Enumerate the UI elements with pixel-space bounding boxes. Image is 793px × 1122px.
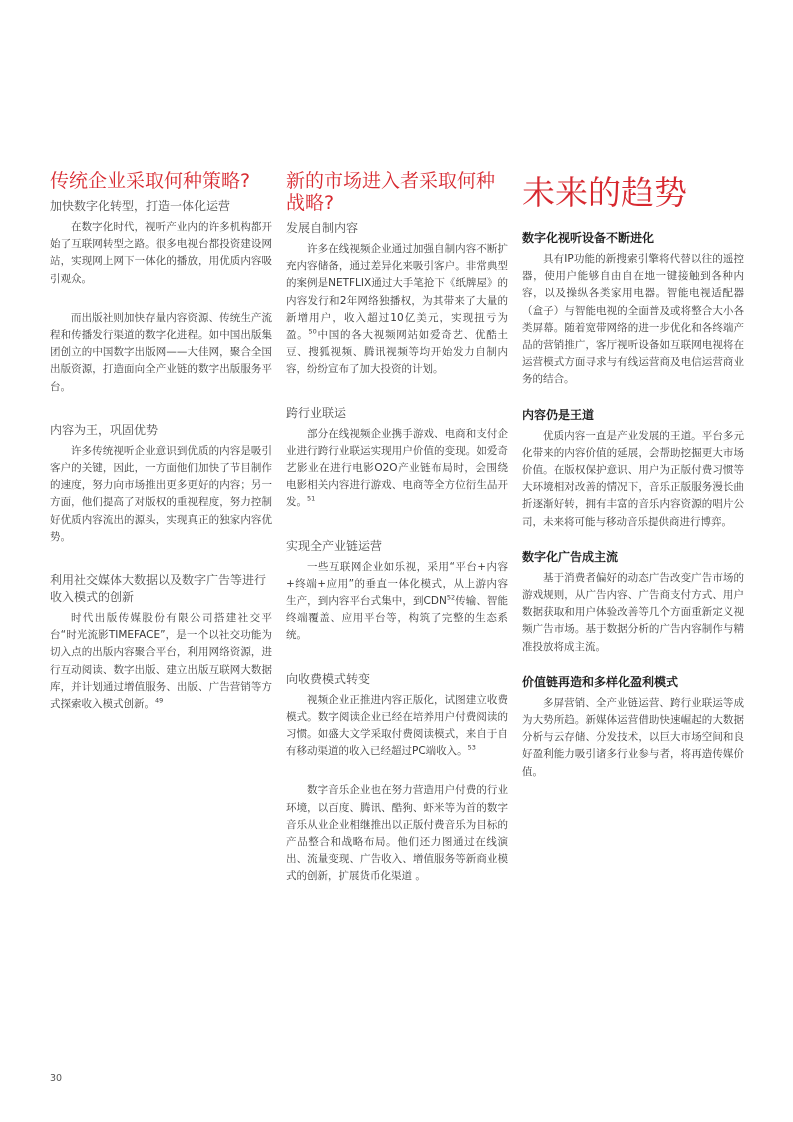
footnote-ref-53: 53 bbox=[467, 743, 476, 752]
paragraph-dynamic-ads: 基于消费者偏好的动态广告改变广告市场的游戏规则，从广告内容、广告商支付方式、用户数据获取和用户体验改善等几个方面重新定义视频广告市场。基于数据分析的广告内容制作与精准投放将成主流。 bbox=[522, 571, 744, 653]
paragraph-quality-platform: 优质内容一直是产业发展的王道。平台多元化带来的内容价值的延展，会帮助挖掘更大市场价值。在版权保护意识、用户为正版付费习惯等大环境相对改善的情况下，音乐正版服务漫长曲折逐渐好转，拥有丰富的音乐内容资源的唱片公司，未来将可能与移动音乐提供商进行博弈。 bbox=[522, 429, 744, 528]
heading-traditional-strategy: 传统企业采取何种策略? bbox=[50, 170, 251, 192]
column-3 bbox=[522, 170, 744, 781]
footnote-ref-50: 50 bbox=[308, 327, 317, 336]
paragraph-quality-content: 许多传统视听企业意识到优质的内容是吸引客户的关键，因此，一方面他们加快了节目制作的速度，努力向市场推出更多更好的内容；另一方面，他们提高了对版权的重视程度，努力控制好优质内容流出的源头，实现真正的独家内容优势。 bbox=[50, 444, 272, 543]
paragraph-timeface bbox=[50, 610, 272, 713]
paragraph-letv-text-b: 传输、智能终端覆盖、应用平台等，构筑了完整的生态系统。 bbox=[286, 595, 508, 642]
footnote-ref-52: 52 bbox=[446, 593, 456, 602]
paragraph-letv-text-a: 一些互联网企业如乐视，采用“平台+内容+终端+应用”的垂直一体化模式，从上游内容生产，到内容平台式集中，到CDN bbox=[286, 560, 508, 608]
paragraph-paid-reading-text: 视频企业正推进内容正版化，试图建立收费模式。数字阅读企业已经在培养用户付费阅读的习惯。如盛大文学采取付费阅读模式，来自于自有移动渠道的收入已经超过PC端收入。 bbox=[286, 693, 508, 758]
subheading-paid-model: 向收费模式转变 bbox=[286, 671, 371, 686]
heading-future-trends: 未来的趋势 bbox=[522, 173, 687, 212]
paragraph-iqiyi-o2o bbox=[286, 426, 508, 512]
paragraph-tv-internet: 在数字化时代，视听产业内的许多机构都开始了互联网转型之路。很多电视台都投资建设网站，实现网上网下一体化的播放，用优质内容吸引观众。 bbox=[50, 221, 272, 285]
footnote-ref-51: 51 bbox=[307, 494, 316, 503]
subheading-av-devices: 数字化视听设备不断进化 bbox=[522, 231, 655, 245]
paragraph-iqiyi-o2o-text: 部分在线视频企业携手游戏、电商和支付企业进行跨行业联运实现用户价值的变现。如爱奇艺影业在进行电影O2O产业链布局时，会围绕电影相关内容进行游戏、电商等全方位衍生品开发。 bbox=[286, 427, 508, 509]
paragraph-paid-reading bbox=[286, 692, 508, 761]
paragraph-netflix-text-a: 许多在线视频企业通过加强自制内容不断扩充内容储备，通过差异化来吸引客户。非常典型的案例是NETFLIX通过大手笔抢下《纸牌屋》的内容发行和2年网络独播权，为其带来了大量的新增用户，收入超过10亿美元，实现扭亏为盈。 bbox=[286, 243, 508, 342]
paragraph-timeface-text: 时代出版传媒股份有限公司搭建社交平台“时光流影TIMEFACE”，是一个以社交功能为切入点的出版内容聚合平台，利用网络资源，进行互动阅读、数字出版、建立出版互联网大数据库，并计划通过增值服务、出版、广告营销等方式探索收入模式创新。 bbox=[50, 612, 272, 711]
subheading-content-king: 内容为王，巩固优势 bbox=[50, 422, 159, 437]
subheading-content-still-king: 内容仍是王道 bbox=[522, 407, 595, 422]
page-number: 30 bbox=[50, 1073, 63, 1084]
subheading-digital-transform: 加快数字化转型，打造一体化运营 bbox=[50, 199, 231, 213]
subheading-self-made: 发展自制内容 bbox=[286, 221, 359, 235]
paragraph-publishing-digital: 而出版社则加快存量内容资源、传统生产流程和传播发行渠道的数字化进程。如中国出版集团创立的中国数字出版网——大佳网，聚合全国出版资源，打造面向全产业链的数字出版服务平台。 bbox=[50, 311, 272, 393]
subheading-value-chain: 价值链再造和多样化盈利模式 bbox=[522, 674, 679, 689]
subheading-social-bigdata: 利用社交媒体大数据以及数字广告等进行收入模式的创新 bbox=[50, 573, 267, 605]
paragraph-netflix-text-b: 中国的各大视频网站如爱奇艺、优酷土豆、搜狐视频、腾讯视频等均开始发力自制内容，纷纷宣布了加大投资的计划。 bbox=[286, 329, 509, 376]
heading-new-entrants: 新的市场进入者采取何种战略? bbox=[286, 170, 496, 214]
subheading-cross-industry: 跨行业联运 bbox=[286, 405, 347, 420]
subheading-digital-ads: 数字化广告成主流 bbox=[522, 549, 619, 564]
paragraph-multiscreen: 多屏营销、全产业链运营、跨行业联运等成为大势所趋。新媒体运营借助快速崛起的大数据分析与云存储、分发技术，以巨大市场空间和良好盈利能力吸引诸多行业参与者，将再造传媒价值。 bbox=[522, 696, 744, 778]
footnote-ref-49: 49 bbox=[155, 696, 164, 705]
column-1 bbox=[50, 170, 272, 713]
paragraph-netflix bbox=[286, 241, 508, 379]
paragraph-digital-music: 数字音乐企业也在努力营造用户付费的行业环境，以百度、腾讯、酷狗、虾米等为首的数字音乐从业企业相继推出以正版付费音乐为目标的产品整合和战略布局。他们还力图通过在线演出、流量变现、广告收入、增值服务等新商业模式的创新，扩展货币化渠道 。 bbox=[286, 784, 508, 883]
subheading-full-chain: 实现全产业链运营 bbox=[286, 538, 383, 553]
column-2 bbox=[286, 170, 508, 886]
paragraph-ip-search: 具有IP功能的新搜索引擎将代替以往的遥控器，使用户能够自由自在地一键接触到各种内容，以及操纵各类家用电器。智能电视适配器（盒子）与智能电视的全面普及或将整合大小各类屏幕。随着宽带网络的进一步优化和各终端产品的营销推广，客厅视听设备如互联网电视将在运营模式方面寻求与有线运营商及电信运营商业务的结合。 bbox=[522, 253, 744, 386]
paragraph-letv bbox=[286, 559, 508, 645]
